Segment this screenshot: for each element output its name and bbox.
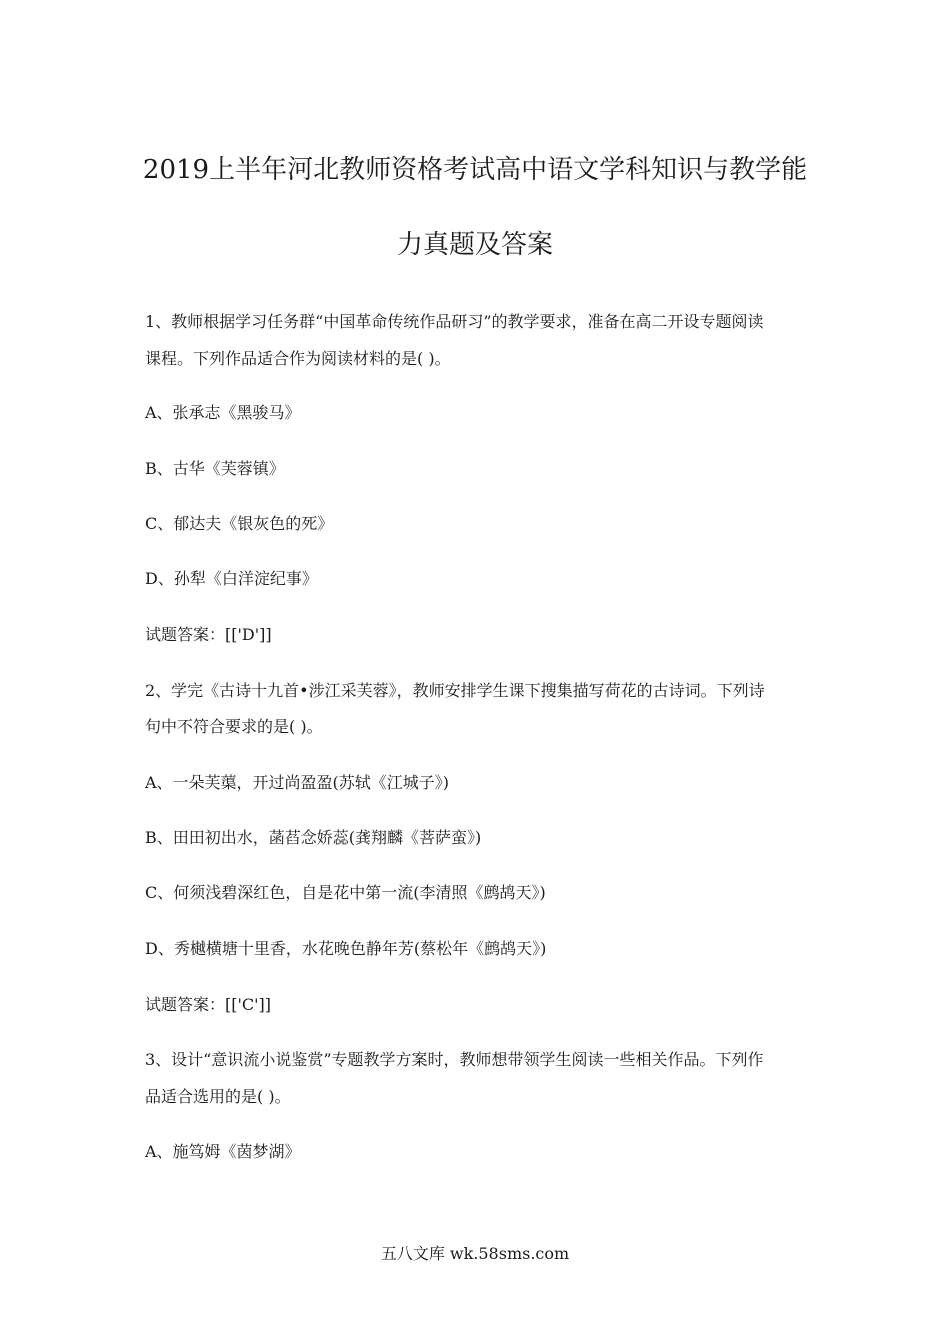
question-2-stem-line-1: 2、学完《古诗十九首•涉江采芙蓉》，教师安排学生课下搜集描写荷花的古诗词。下列诗 [145, 681, 765, 700]
question-1-stem-line-2: 课程。下列作品适合作为阅读材料的是( )。 [145, 349, 451, 368]
document-title-line-1: 2019上半年河北教师资格考试高中语文学科知识与教学能 [142, 155, 808, 185]
question-1-option-c: C、郁达夫《银灰色的死》 [145, 514, 334, 533]
question-2-option-a: A、一朵芙蕖，开过尚盈盈(苏轼《江城子》) [145, 773, 450, 792]
question-1-option-a: A、张承志《黑骏马》 [145, 403, 301, 422]
question-2-option-d: D、秀樾横塘十里香，水花晚色静年芳(蔡松年《鹧鸪天》) [145, 939, 547, 958]
question-2-option-b: B、田田初出水，菡萏念娇蕊(龚翔麟《菩萨蛮》) [145, 828, 482, 847]
question-3-stem-line-1: 3、设计“意识流小说鉴赏”专题教学方案时，教师想带领学生阅读一些相关作品。下列作 [145, 1050, 764, 1069]
question-1-stem-line-1: 1、教师根据学习任务群“中国革命传统作品研习”的教学要求，准备在高二开设专题阅读 [145, 312, 764, 331]
question-1-answer: 试题答案：[['D']] [145, 625, 272, 644]
question-1-option-d: D、孙犁《白洋淀纪事》 [145, 569, 318, 588]
question-1-option-b: B、古华《芙蓉镇》 [145, 459, 285, 478]
question-3-option-a: A、施笃姆《茵梦湖》 [145, 1142, 301, 1161]
page-footer: 五八文库 wk.58sms.com [380, 1244, 570, 1263]
question-2-answer: 试题答案：[['C']] [145, 995, 272, 1014]
question-2-option-c: C、何须浅碧深红色，自是花中第一流(李清照《鹧鸪天》) [145, 883, 546, 902]
document-title-line-2: 力真题及答案 [396, 230, 553, 260]
question-2-stem-line-2: 句中不符合要求的是( )。 [145, 717, 323, 736]
question-3-stem-line-2: 品适合选用的是( )。 [145, 1087, 291, 1106]
